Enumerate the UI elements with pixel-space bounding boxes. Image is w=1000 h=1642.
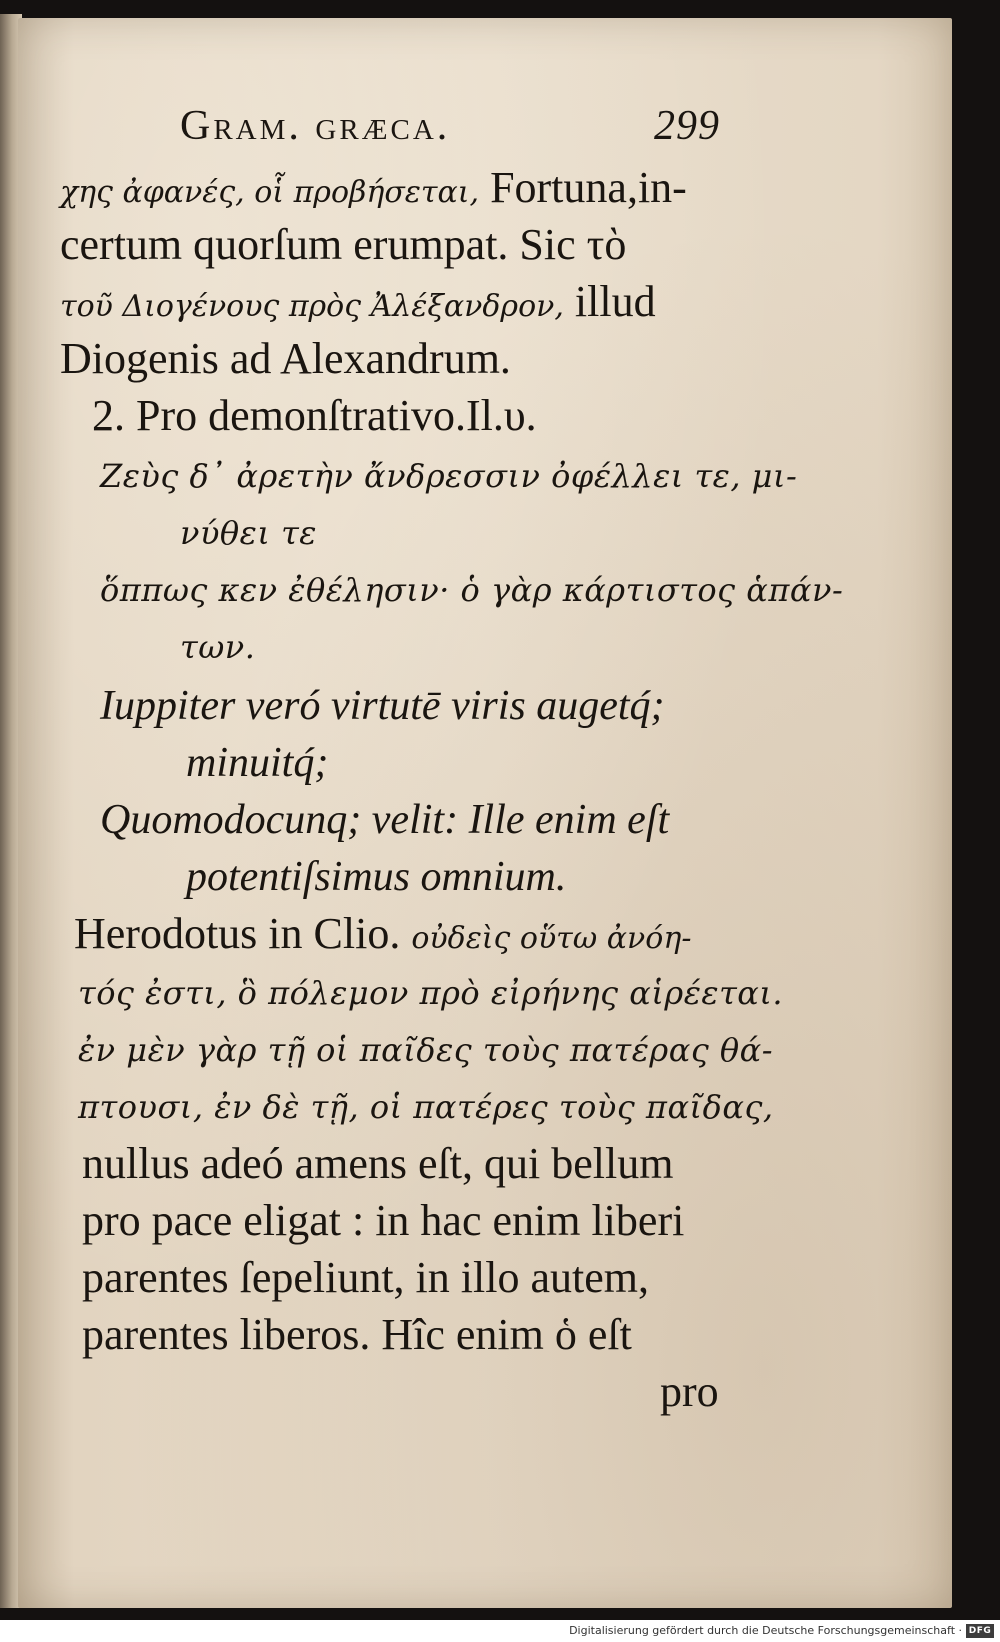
text-line-13: potentiſsimus omnium. — [186, 854, 567, 900]
page-number: 299 — [654, 103, 720, 149]
text-line-19: pro pace eligat : in hac enim liberi — [82, 1196, 685, 1245]
text-line-2: certum quorſum erumpat. Sic τὸ — [60, 220, 627, 269]
text-line-17: πτουσι, ἐν δὲ τῇ, οἱ πατέρες τοὺς παῖδας, — [78, 1088, 774, 1126]
running-title: Gram. græca. — [180, 103, 451, 149]
funding-credit: Digitalisierung gefördert durch die Deutsche Forschungsgemeinschaft · — [569, 1624, 962, 1637]
text-line-7: νύθει τε — [180, 514, 317, 552]
catchword: pro — [660, 1367, 719, 1416]
text-line-5: 2. Pro demonſtrativo.Il.υ. — [92, 391, 537, 440]
text-line-3 — [60, 274, 656, 335]
text-line-10: Iuppiter veró virtutē viris augetq́; — [100, 683, 665, 729]
text-line-8: ὅππως κεν ἐθέλησιν· ὁ γὰρ κάρτιστος ἁπάν- — [100, 571, 844, 609]
text-line-12: Quomodocunq; velit: Ille enim eſt — [100, 797, 670, 843]
text-line-21: parentes liberos. Hîc enim ὁ eſt — [82, 1310, 632, 1359]
digitization-footer — [0, 1620, 1000, 1642]
latin-text: illud — [574, 277, 656, 326]
text-line-15: τός ἐστι, ὃ πόλεμον πρὸ εἰρήνης αἱρέεται. — [78, 974, 784, 1012]
greek-text: τοῦ Διογένους πρὸς Ἀλέξανδρον, — [60, 289, 564, 324]
dfg-logo: DFG — [966, 1624, 994, 1638]
text-line-14 — [74, 906, 691, 967]
text-line-4: Diogenis ad Alexandrum. — [60, 334, 511, 383]
text-line-20: parentes ſepeliunt, in illo autem, — [82, 1253, 649, 1302]
greek-text: χης ἀφανές, οἷ προβήσεται, — [60, 175, 480, 210]
text-line-11: minuitq́; — [186, 740, 329, 786]
text-line-18: nullus adeó amens eſt, qui bellum — [82, 1139, 674, 1188]
text-line-6: Ζεὺς δ᾽ ἀρετὴν ἄνδρεσσιν ὀφέλλει τε, μι- — [100, 457, 798, 495]
text-line-1 — [60, 160, 687, 221]
text-line-16: ἐν μὲν γὰρ τῇ οἱ παῖδες τοὺς πατέρας θά- — [78, 1031, 774, 1069]
latin-text: Herodotus in Clio. — [74, 909, 401, 958]
greek-text: οὐδεὶς οὕτω ἀνόη- — [411, 921, 692, 956]
text-line-9: των. — [180, 628, 256, 666]
latin-text: Fortuna,in- — [490, 163, 687, 212]
